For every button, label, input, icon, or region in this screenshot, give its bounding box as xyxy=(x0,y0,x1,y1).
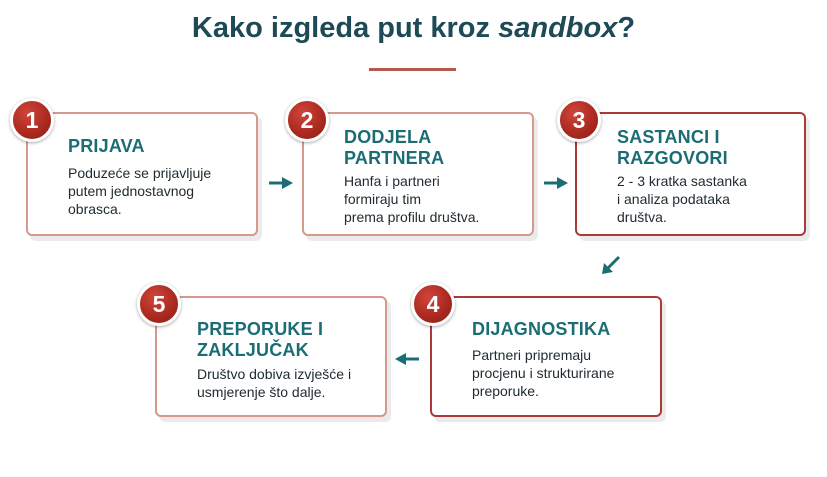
step-number-badge: 4 xyxy=(411,282,455,326)
step-card-1 xyxy=(26,112,258,236)
step-title: PREPORUKE I ZAKLJUČAK xyxy=(197,319,324,360)
step-card-2 xyxy=(302,112,534,236)
step-card-5 xyxy=(155,296,387,417)
arrow-right-icon xyxy=(543,176,569,190)
step-title: PRIJAVA xyxy=(68,136,145,156)
step-title: DIJAGNOSTIKA xyxy=(472,319,611,339)
arrow-right-icon xyxy=(268,176,294,190)
step-title: DODJELA PARTNERA xyxy=(344,127,445,168)
step-card-3 xyxy=(575,112,806,236)
arrow-down-left-icon xyxy=(600,254,622,276)
step-number-badge: 2 xyxy=(285,98,329,142)
step-description: Društvo dobiva izvješće i usmjerenje što dalje. xyxy=(197,366,352,400)
step-description: Poduzeće se prijavljuje putem jednostavnog obrasca. xyxy=(68,165,212,217)
step-number-badge: 5 xyxy=(137,282,181,326)
step-description: 2 - 3 kratka sastanka i analiza podataka društva. xyxy=(617,173,747,225)
arrow-left-icon xyxy=(394,352,420,366)
step-card-4 xyxy=(430,296,662,417)
title-divider xyxy=(369,68,456,71)
step-title: SASTANCI I RAZGOVORI xyxy=(617,127,728,168)
step-number-badge: 3 xyxy=(557,98,601,142)
step-description: Hanfa i partneri formiraju tim prema profilu društva. xyxy=(344,173,480,225)
page-title: Kako izgleda put kroz sandbox? xyxy=(191,12,636,44)
step-number-badge: 1 xyxy=(10,98,54,142)
step-description: Partneri pripremaju procjenu i strukturirane preporuke. xyxy=(472,347,615,399)
